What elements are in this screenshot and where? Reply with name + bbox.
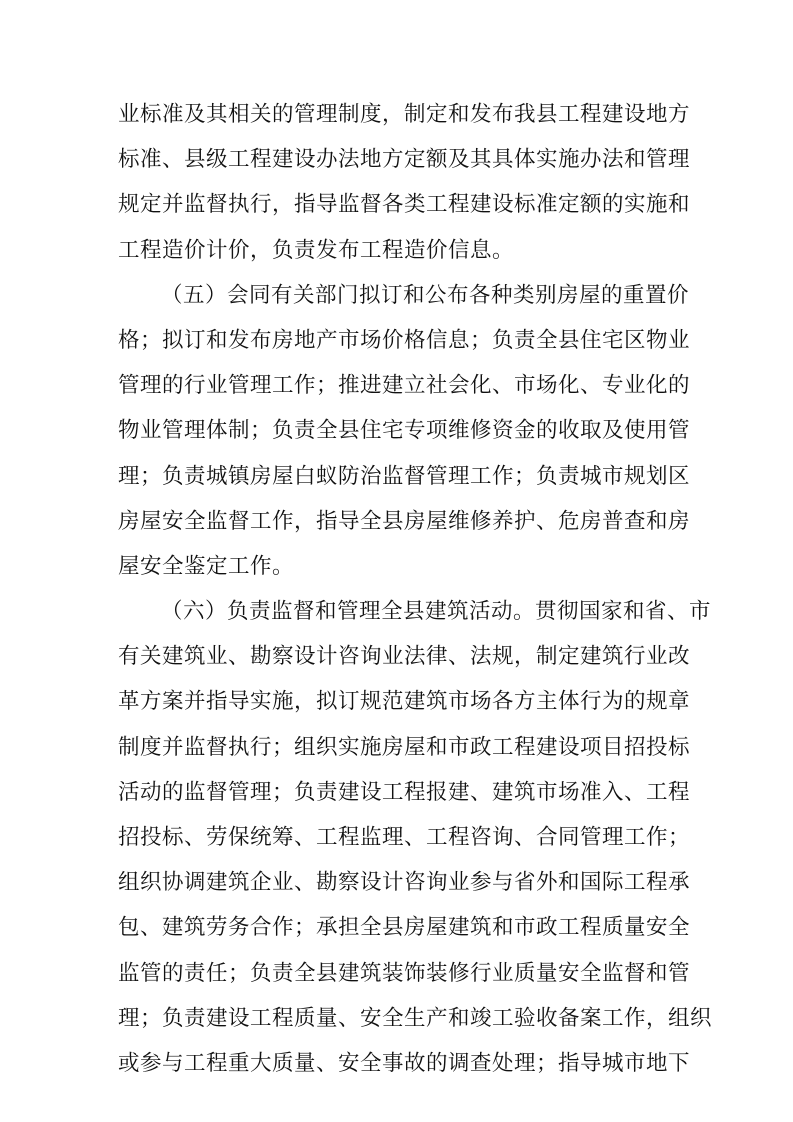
text-line: 包、建筑劳务合作；承担全县房屋建筑和市政工程质量安全 bbox=[118, 915, 691, 941]
document-page bbox=[118, 92, 713, 1086]
text-line: 监管的责任；负责全县建筑装饰装修行业质量安全监督和管 bbox=[118, 960, 691, 986]
text-line: 屋安全鉴定工作。 bbox=[118, 553, 295, 579]
text-line: （六）负责监督和管理全县建筑活动。贯彻国家和省、市 bbox=[161, 599, 712, 625]
text-line: 理；负责建设工程质量、安全生产和竣工验收备案工作，组织 bbox=[118, 1005, 713, 1031]
text-line: 房屋安全监督工作，指导全县房屋维修养护、危房普查和房 bbox=[118, 508, 691, 534]
text-line: 活动的监督管理；负责建设工程报建、建筑市场准入、工程 bbox=[118, 779, 691, 805]
text-line: 规定并监督执行，指导监督各类工程建设标准定额的实施和 bbox=[118, 192, 691, 218]
text-line: 革方案并指导实施，拟订规范建筑市场各方主体行为的规章 bbox=[118, 689, 691, 715]
text-line: 或参与工程重大质量、安全事故的调查处理；指导城市地下 bbox=[118, 1050, 691, 1076]
text-line: 有关建筑业、勘察设计咨询业法律、法规，制定建筑行业改 bbox=[118, 644, 691, 670]
text-line: 组织协调建筑企业、勘察设计咨询业参与省外和国际工程承 bbox=[118, 870, 691, 896]
text-line: 招投标、劳保统筹、工程监理、工程咨询、合同管理工作； bbox=[118, 825, 691, 850]
paragraph-six bbox=[118, 589, 713, 1086]
paragraph-five bbox=[118, 273, 691, 589]
text-line: 物业管理体制；负责全县住宅专项维修资金的收取及使用管 bbox=[118, 418, 691, 444]
text-line: 业标准及其相关的管理制度，制定和发布我县工程建设地方 bbox=[118, 102, 691, 127]
text-line: （五）会同有关部门拟订和公布各种类别房屋的重置价 bbox=[161, 282, 690, 308]
text-line: 标准、县级工程建设办法地方定额及其具体实施办法和管理 bbox=[118, 147, 691, 173]
text-line: 工程造价计价，负责发布工程造价信息。 bbox=[118, 237, 515, 263]
text-line: 理；负责城镇房屋白蚁防治监督管理工作；负责城市规划区 bbox=[118, 463, 691, 489]
text-line: 管理的行业管理工作；推进建立社会化、市场化、专业化的 bbox=[118, 373, 691, 399]
text-line: 格；拟订和发布房地产市场价格信息；负责全县住宅区物业 bbox=[118, 327, 691, 353]
paragraph-continuation bbox=[118, 92, 691, 273]
text-line: 制度并监督执行；组织实施房屋和市政工程建设项目招投标 bbox=[118, 734, 691, 760]
